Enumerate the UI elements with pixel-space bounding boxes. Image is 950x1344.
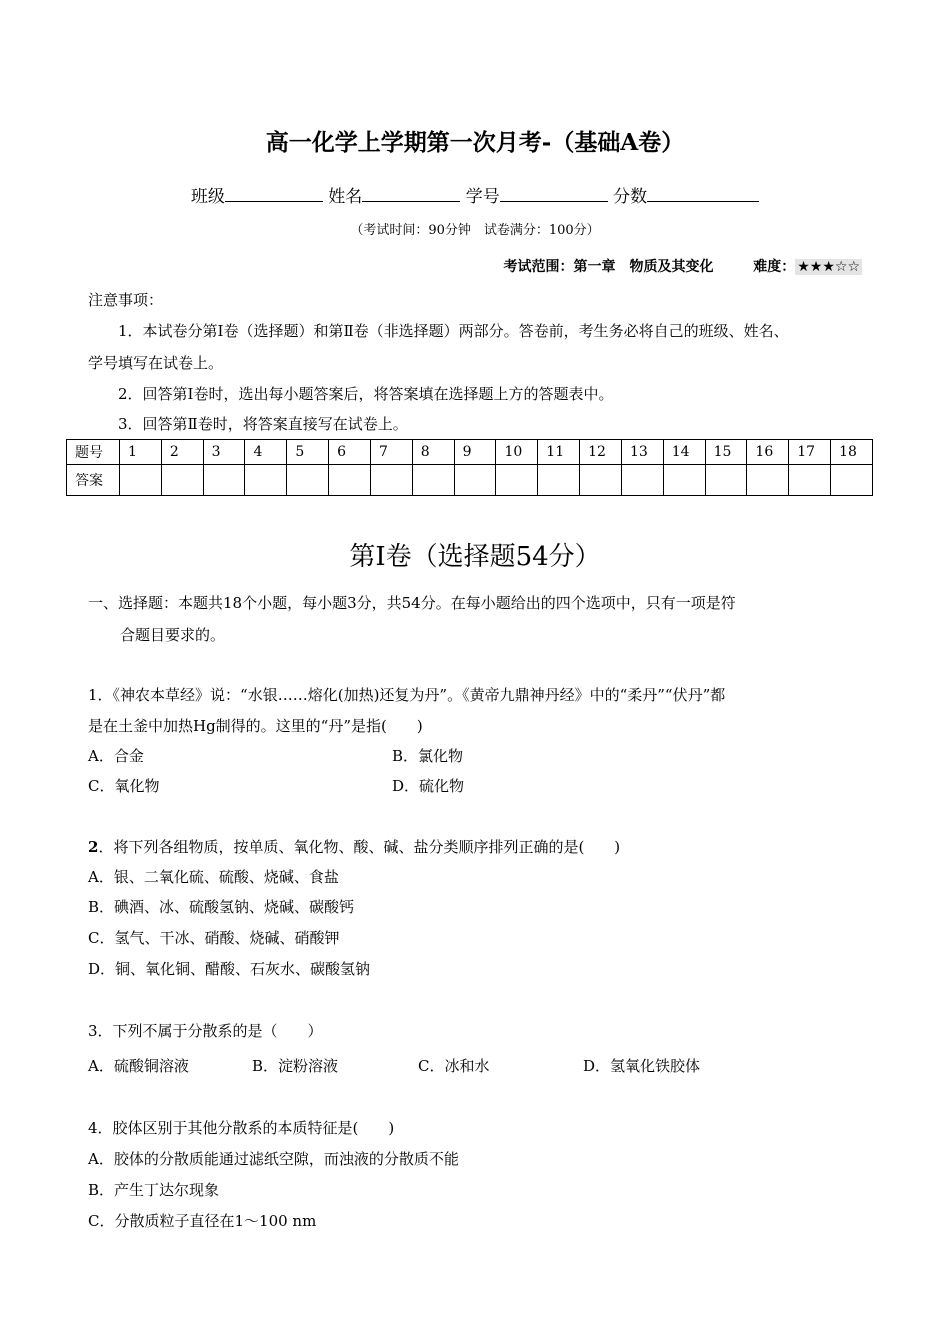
difficulty-label: 难度： bbox=[753, 259, 796, 275]
instruction-line-2: 合题目要求的。 bbox=[120, 626, 226, 644]
answer-cell[interactable] bbox=[621, 465, 663, 496]
student-info-line bbox=[0, 182, 950, 207]
row-label-answer: 答案 bbox=[67, 465, 120, 496]
answer-cell[interactable] bbox=[454, 465, 496, 496]
note-1-cont: 学号填写在试卷上。 bbox=[88, 354, 224, 372]
answer-cell[interactable] bbox=[580, 465, 622, 496]
q2-stem bbox=[88, 836, 620, 857]
q1-option-d[interactable]: D．硫化物 bbox=[392, 777, 465, 795]
answer-cell[interactable] bbox=[747, 465, 789, 496]
question-number-cell: 17 bbox=[789, 440, 831, 465]
note-2: 2．回答第Ⅰ卷时，选出每小题答案后，将答案填在选择题上方的答题表中。 bbox=[118, 385, 614, 403]
q2-option-c[interactable]: C．氢气、干冰、硝酸、烧碱、硝酸钾 bbox=[88, 929, 340, 947]
q1-stem-line-1: 1．《神农本草经》说：“水银……熔化(加热)还复为丹”。《黄帝九鼎神丹经》中的“柔丹”“伏丹”都 bbox=[88, 686, 726, 704]
q1-option-b[interactable]: B．氯化物 bbox=[392, 747, 464, 765]
class-label: 班级 bbox=[190, 187, 225, 207]
q4-option-b[interactable]: B．产生丁达尔现象 bbox=[88, 1181, 220, 1199]
q2-option-a[interactable]: A．银、二氧化硫、硫酸、烧碱、食盐 bbox=[88, 868, 339, 886]
question-number-cell: 11 bbox=[538, 440, 580, 465]
instruction-line-1: 一、选择题：本题共18个小题，每小题3分，共54分。在每小题给出的四个选项中，只有一项是符 bbox=[88, 594, 736, 612]
question-number-cell: 14 bbox=[663, 440, 705, 465]
answer-cell[interactable] bbox=[161, 465, 203, 496]
q4-option-a[interactable]: A．胶体的分散质能通过滤纸空隙，而浊液的分散质不能 bbox=[88, 1150, 459, 1168]
q2-option-b[interactable]: B．碘酒、冰、硫酸氢钠、烧碱、碳酸钙 bbox=[88, 898, 355, 916]
q3-option-b[interactable]: B．淀粉溶液 bbox=[252, 1057, 339, 1075]
answer-cell[interactable] bbox=[831, 465, 873, 496]
row-label-number: 题号 bbox=[67, 440, 120, 465]
answer-table-header-row bbox=[67, 440, 873, 465]
question-number-cell: 5 bbox=[287, 440, 329, 465]
q4-stem: 4．胶体区别于其他分散系的本质特征是( ) bbox=[88, 1119, 395, 1137]
answer-table-answer-row bbox=[67, 465, 873, 496]
question-number-cell: 13 bbox=[621, 440, 663, 465]
q4-option-c[interactable]: C．分散质粒子直径在1～100 nm bbox=[88, 1212, 317, 1230]
answer-cell[interactable] bbox=[287, 465, 329, 496]
time-note: （考试时间：90分钟 试卷满分：100分） bbox=[350, 223, 600, 238]
question-number-cell: 15 bbox=[705, 440, 747, 465]
question-number-cell: 8 bbox=[412, 440, 454, 465]
question-number-cell: 4 bbox=[245, 440, 287, 465]
q3-stem: 3．下列不属于分散系的是（ ） bbox=[88, 1022, 323, 1040]
q1-option-a[interactable]: A．合金 bbox=[88, 747, 144, 765]
question-number-cell: 1 bbox=[120, 440, 162, 465]
scope-label: 考试范围：第一章 物质及其变化 bbox=[503, 259, 714, 275]
question-number-cell: 18 bbox=[831, 440, 873, 465]
difficulty-stars: ★★★☆☆ bbox=[797, 259, 860, 275]
exam-title: 高一化学上学期第一次月考-（基础A卷） bbox=[265, 129, 685, 156]
answer-cell[interactable] bbox=[496, 465, 538, 496]
answer-cell[interactable] bbox=[203, 465, 245, 496]
q3-option-a[interactable]: A．硫酸铜溶液 bbox=[88, 1057, 189, 1075]
score-blank bbox=[647, 183, 759, 202]
question-number-cell: 12 bbox=[580, 440, 622, 465]
answer-cell[interactable] bbox=[120, 465, 162, 496]
class-blank bbox=[225, 183, 323, 202]
question-number-cell: 2 bbox=[161, 440, 203, 465]
question-number-cell: 9 bbox=[454, 440, 496, 465]
question-number-cell: 3 bbox=[203, 440, 245, 465]
q3-option-c[interactable]: C．冰和水 bbox=[418, 1057, 490, 1075]
number-label: 学号 bbox=[465, 187, 500, 207]
q1-option-c[interactable]: C．氧化物 bbox=[88, 777, 160, 795]
answer-cell[interactable] bbox=[663, 465, 705, 496]
question-number-cell: 7 bbox=[370, 440, 412, 465]
score-label: 分数 bbox=[613, 187, 648, 207]
answer-cell[interactable] bbox=[705, 465, 747, 496]
exam-scope bbox=[503, 256, 862, 276]
question-number-cell: 6 bbox=[329, 440, 371, 465]
q2-number: 2 bbox=[88, 838, 99, 856]
question-number-cell: 16 bbox=[747, 440, 789, 465]
number-blank bbox=[500, 183, 608, 202]
answer-cell[interactable] bbox=[245, 465, 287, 496]
answer-cell[interactable] bbox=[789, 465, 831, 496]
note-1: 1．本试卷分第Ⅰ卷（选择题）和第Ⅱ卷（非选择题）两部分。答卷前，考生务必将自己的班级、姓名、 bbox=[118, 322, 789, 340]
name-blank bbox=[362, 183, 460, 202]
question-number-cell: 10 bbox=[496, 440, 538, 465]
notes-heading: 注意事项： bbox=[88, 291, 164, 309]
q1-stem-line-2: 是在土釜中加热Hg制得的。这里的“丹”是指( ) bbox=[88, 717, 423, 735]
answer-cell[interactable] bbox=[329, 465, 371, 496]
name-label: 姓名 bbox=[328, 187, 363, 207]
answer-table bbox=[66, 439, 873, 496]
q2-option-d[interactable]: D．铜、氧化铜、醋酸、石灰水、碳酸氢钠 bbox=[88, 960, 371, 978]
q2-stem-text: ．将下列各组物质，按单质、氧化物、酸、碱、盐分类顺序排列正确的是( ) bbox=[98, 838, 621, 856]
q3-option-d[interactable]: D．氢氧化铁胶体 bbox=[583, 1057, 701, 1075]
answer-cell[interactable] bbox=[538, 465, 580, 496]
answer-cell[interactable] bbox=[370, 465, 412, 496]
section-title: 第Ⅰ卷（选择题54分） bbox=[349, 542, 601, 572]
note-3: 3．回答第Ⅱ卷时，将答案直接写在试卷上。 bbox=[118, 415, 408, 433]
answer-cell[interactable] bbox=[412, 465, 454, 496]
